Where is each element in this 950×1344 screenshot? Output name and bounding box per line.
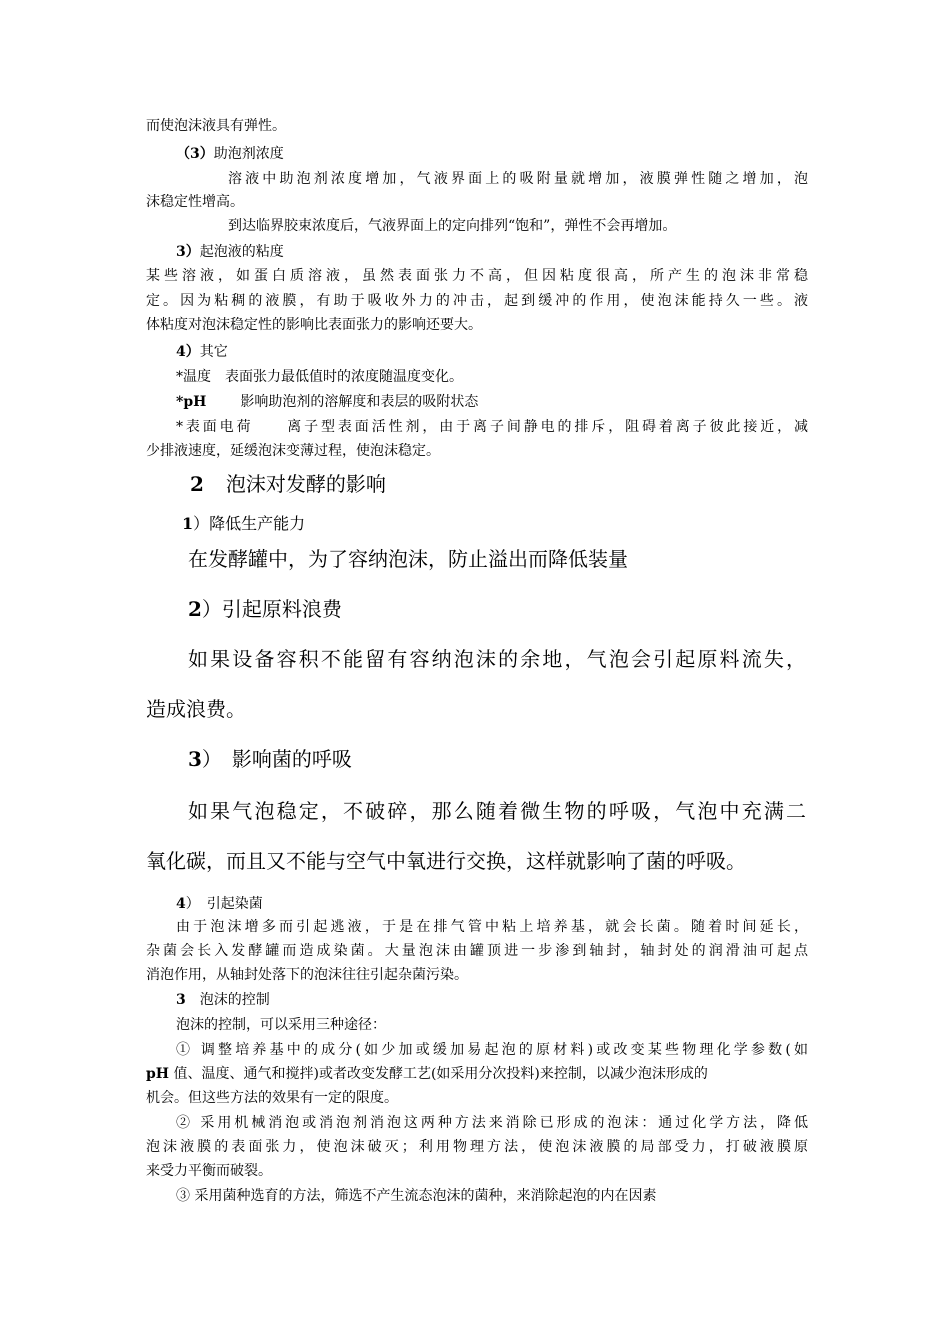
text-line: 来受力平衡而破裂。: [146, 1163, 272, 1179]
text-line: 定。因为粘稠的液膜，有助于吸收外力的冲击，起到缓冲的作用，使泡沫能持久一些。液: [146, 293, 808, 309]
text-line: 在发酵罐中，为了容纳泡沫，防止溢出而降低装量: [188, 547, 628, 571]
text-line: pH 值、温度、通气和搅拌)或者改变发酵工艺(如采用分次投料)来控制，以减少泡沫形成的: [146, 1066, 708, 1082]
subsection-heading: 4）其它: [176, 344, 228, 360]
text-line: 泡沫的控制，可以采用三种途径：: [176, 1017, 386, 1033]
subsection-heading: 3） 影响菌的呼吸: [188, 747, 352, 771]
text-line: 而使泡沫液具有弹性。: [146, 118, 286, 134]
text-line: 少排液速度，延缓泡沫变薄过程，使泡沫稳定。: [146, 443, 440, 459]
text-line: 杂菌会长入发酵罐而造成染菌。大量泡沫由罐顶进一步渗到轴封，轴封处的润滑油可起点: [146, 943, 808, 959]
subsection-heading: （3）助泡剂浓度: [176, 146, 284, 162]
list-item: ③ 采用菌种选育的方法，筛选不产生流态泡沫的菌种，来消除起泡的内在因素: [176, 1188, 657, 1204]
text-line: 如果设备容积不能留有容纳泡沫的余地，气泡会引起原料流失，: [188, 647, 806, 671]
subsection-heading: 1）降低生产能力: [182, 514, 306, 533]
text-line: 溶液中助泡剂浓度增加，气液界面上的吸附量就增加，液膜弹性随之增加，泡: [228, 171, 808, 187]
text-line: 体粘度对泡沫稳定性的影响比表面张力的影响还要大。: [146, 317, 482, 333]
text-line: *温度 表面张力最低值时的浓度随温度变化。: [176, 369, 463, 385]
text-line: 由于泡沫增多而引起逃液，于是在排气管中粘上培养基，就会长菌。随着时间延长，: [176, 919, 808, 935]
text-line: 如果气泡稳定，不破碎，那么随着微生物的呼吸，气泡中充满二: [188, 799, 806, 823]
text-line: *pH 影响助泡剂的溶解度和表层的吸附状态: [176, 394, 479, 410]
text-line: 造成浪费。: [146, 697, 246, 721]
text-line: 泡沫液膜的表面张力，使泡沫破灭；利用物理方法，使泡沫液膜的局部受力，打破液膜原: [146, 1139, 808, 1155]
list-item: ① 调整培养基中的成分(如少加或缓加易起泡的原材料)或改变某些物理化学参数(如: [176, 1042, 808, 1058]
section-heading: 3 泡沫的控制: [176, 992, 270, 1008]
subsection-heading: 3）起泡液的粘度: [176, 244, 284, 260]
text-line: 机会。但这些方法的效果有一定的限度。: [146, 1090, 398, 1106]
text-line: 消泡作用，从轴封处落下的泡沫往往引起杂菌污染。: [146, 967, 468, 983]
section-heading: 2 泡沫对发酵的影响: [190, 472, 386, 496]
list-item: ② 采用机械消泡或消泡剂消泡这两种方法来消除已形成的泡沫：通过化学方法，降低: [176, 1115, 808, 1131]
text-line: *表面电荷 离子型表面活性剂，由于离子间静电的排斥，阻碍着离子彼此接近，减: [176, 419, 808, 435]
text-line: 到达临界胶束浓度后，气液界面上的定向排列“饱和”，弹性不会再增加。: [228, 218, 677, 234]
subsection-heading: 4） 引起染菌: [176, 896, 263, 912]
text-line: 沫稳定性增高。: [146, 194, 244, 210]
text-line: 氧化碳，而且又不能与空气中氧进行交换，这样就影响了菌的呼吸。: [146, 849, 746, 873]
text-line: 某些溶液，如蛋白质溶液，虽然表面张力不高，但因粘度很高，所产生的泡沫非常稳: [146, 268, 808, 284]
subsection-heading: 2）引起原料浪费: [188, 597, 342, 621]
